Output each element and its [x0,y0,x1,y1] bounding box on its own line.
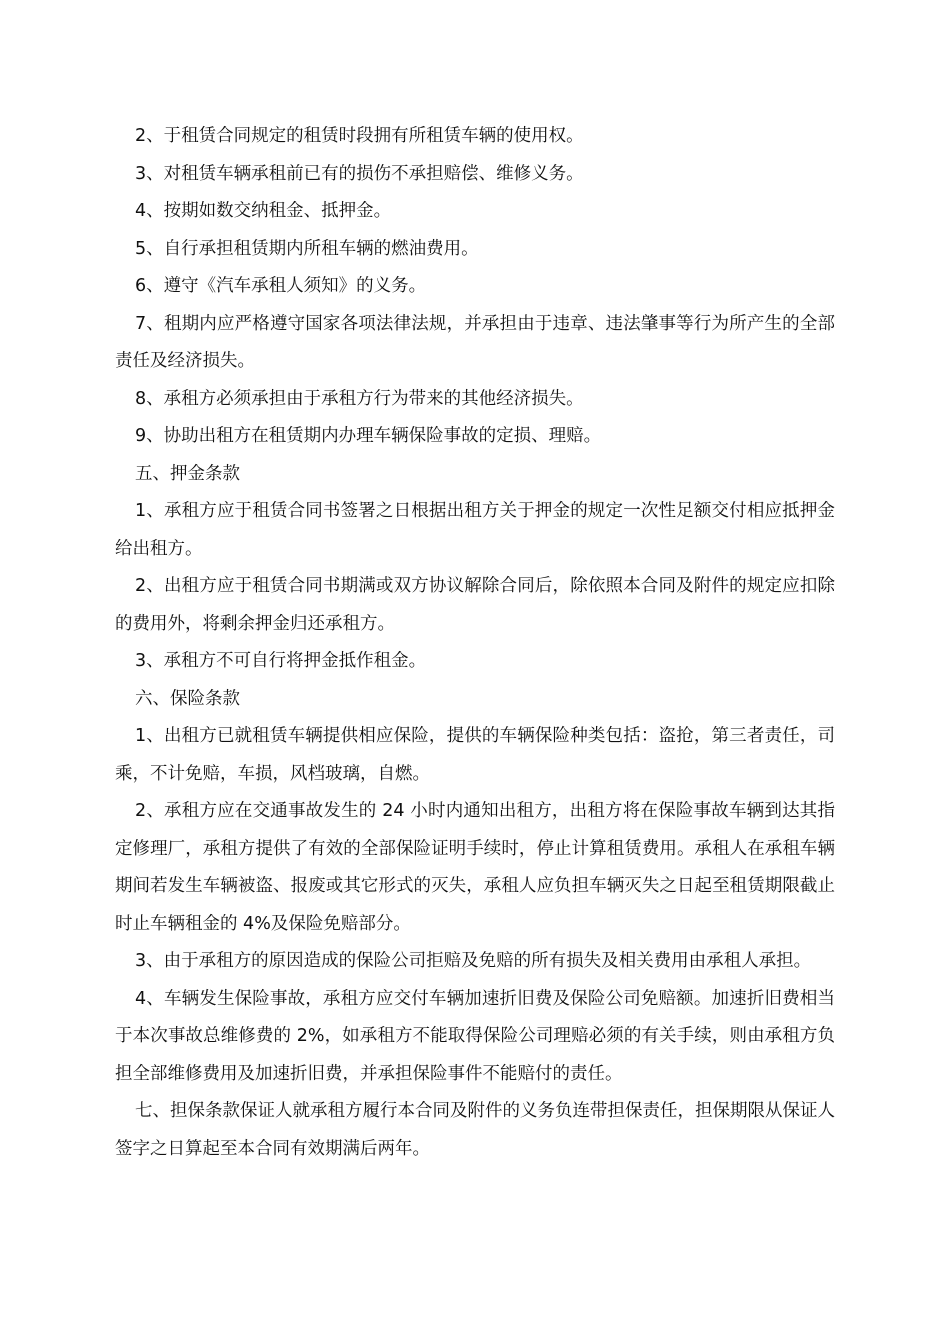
insurance-paragraph-4: 4、车辆发生保险事故，承租方应交付车辆加速折旧费及保险公司免赔额。加速折旧费相当于本次事故总维修费的 2%，如承租方不能取得保险公司理赔必须的有关手续，则由承租方负担全部维修费用及加速折旧费，并承担保险事件不能赔付的责任。 [115,988,835,1084]
guarantee-paragraph: 七、担保条款保证人就承租方履行本合同及附件的义务负连带担保责任，担保期限从保证人签字之日算起至本合同有效期满后两年。 [115,1101,835,1159]
section-heading-deposit: 五、押金条款 [135,463,240,484]
section-heading-insurance: 六、保险条款 [135,688,240,709]
document-page [115,118,835,1168]
paragraph-6: 6、遵守《汽车承租人须知》的义务。 [135,276,427,296]
paragraph-2: 2、于租赁合同规定的租赁时段拥有所租赁车辆的使用权。 [135,126,584,146]
insurance-paragraph-3: 3、由于承租方的原因造成的保险公司拒赔及免赔的所有损失及相关费用由承租人承担。 [135,951,812,971]
paragraph-3: 3、对租赁车辆承租前已有的损伤不承担赔偿、维修义务。 [135,163,584,184]
deposit-paragraph-1: 1、承租方应于租赁合同书签署之日根据出租方关于押金的规定一次性足额交付相应抵押金给出租方。 [115,501,835,559]
paragraph-9: 9、协助出租方在租赁期内办理车辆保险事故的定损、理赔。 [135,426,602,446]
paragraph-8: 8、承租方必须承担由于承租方行为带来的其他经济损失。 [135,388,584,409]
deposit-paragraph-2: 2、出租方应于租赁合同书期满或双方协议解除合同后，除依照本合同及附件的规定应扣除的费用外，将剩余押金归还承租方。 [115,576,835,634]
paragraph-4: 4、按期如数交纳租金、抵押金。 [135,201,392,221]
insurance-paragraph-1: 1、出租方已就租赁车辆提供相应保险，提供的车辆保险种类包括：盗抢，第三者责任，司乘，不计免赔，车损，风档玻璃，自燃。 [115,726,835,784]
paragraph-7: 7、租期内应严格遵守国家各项法律法规，并承担由于违章、违法肇事等行为所产生的全部责任及经济损失。 [115,313,835,371]
deposit-paragraph-3: 3、承租方不可自行将押金抵作租金。 [135,651,427,671]
paragraph-5: 5、自行承担租赁期内所租车辆的燃油费用。 [135,238,479,259]
insurance-paragraph-2: 2、承租方应在交通事故发生的 24 小时内通知出租方，出租方将在保险事故车辆到达其指定修理厂，承租方提供了有效的全部保险证明手续时，停止计算租赁费用。承租人在承租车辆期间若发生车辆被盗、报废或其它形式的灭失，承租人应负担车辆灭失之日起至租赁期限截止时止车辆租金的 4%及保险免赔部分。 [115,801,835,934]
